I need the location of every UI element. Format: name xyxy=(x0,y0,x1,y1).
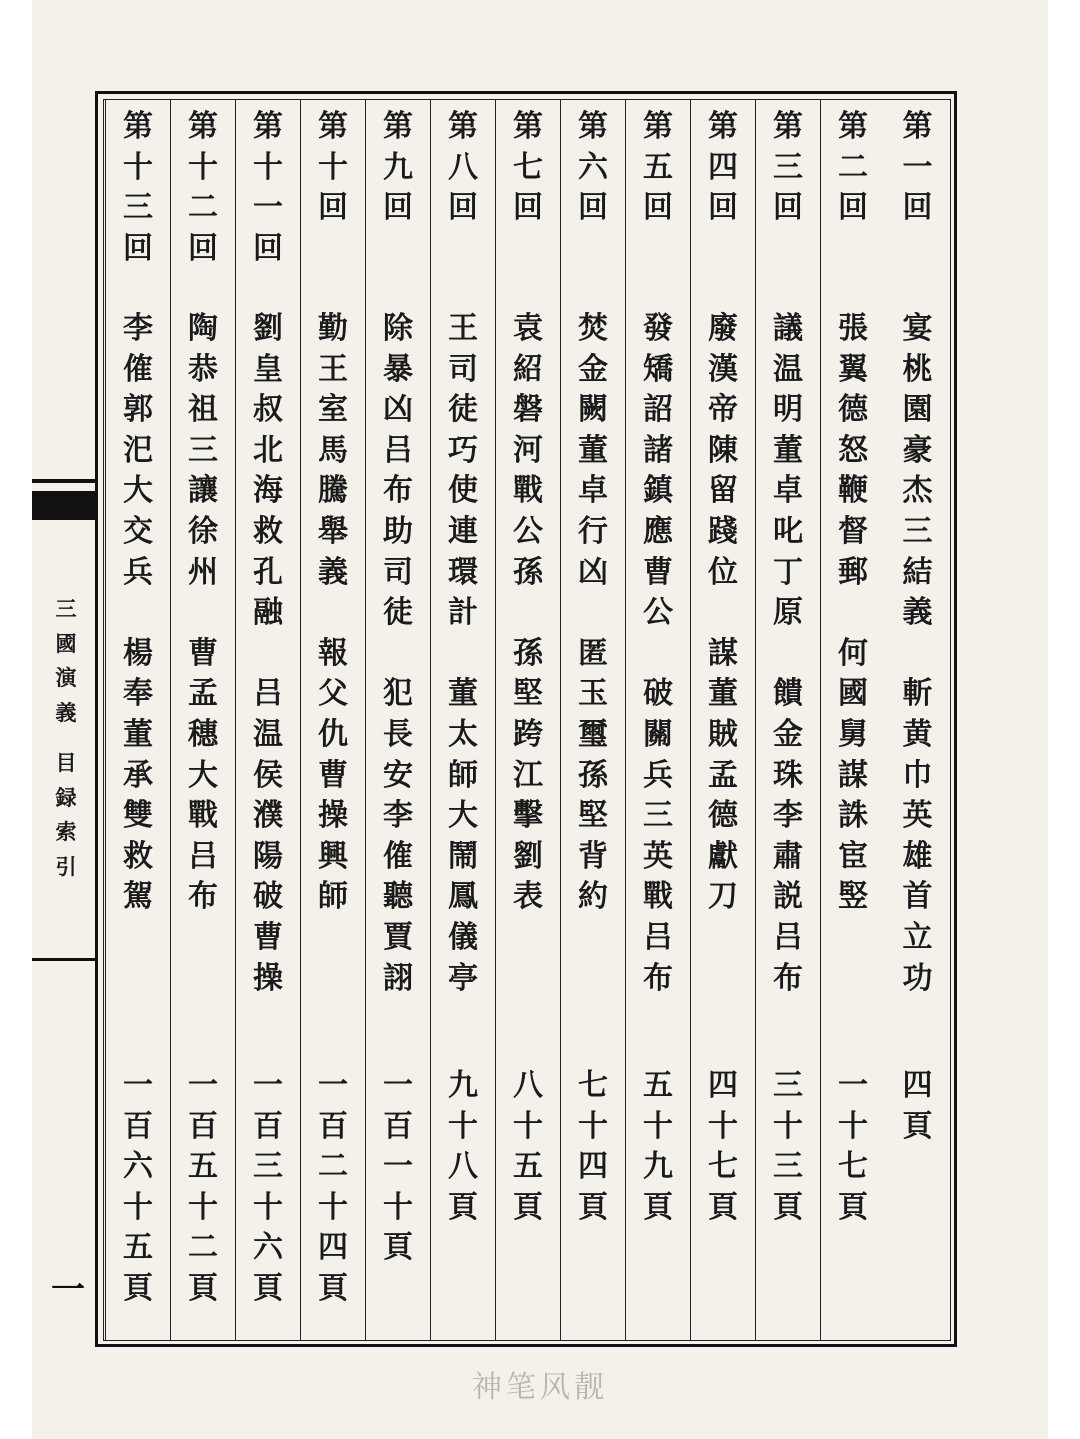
chapter-page: 三 十 三 頁 xyxy=(773,1068,803,1225)
chapter-title-second: 孫 堅 跨 江 擊 劉 表 xyxy=(513,635,543,915)
page-number: 一 xyxy=(51,1270,85,1310)
chapter-number: 第 四 回 xyxy=(708,109,738,226)
chapter-title xyxy=(366,309,430,999)
chapter-title xyxy=(496,309,560,918)
watermark: 神笔风靓 xyxy=(472,1370,608,1405)
section-title: 目 録 索 引 xyxy=(55,750,77,879)
toc-row xyxy=(625,100,690,1340)
chapter-title-first: 陶 恭 祖 三 讓 徐 州 xyxy=(188,311,218,590)
chapter-title-second: 匿 玉 璽 孫 堅 背 約 xyxy=(578,635,608,915)
chapter-number: 第 十 三 回 xyxy=(123,109,153,266)
chapter-page: 一 十 七 頁 xyxy=(838,1068,868,1225)
margin-rule xyxy=(32,958,95,961)
chapter-title-second: 報 父 仇 曹 操 興 師 xyxy=(318,635,348,915)
chapter-title xyxy=(431,309,495,999)
chapter-page: 四 頁 xyxy=(902,1068,933,1144)
chapter-page: 七 十 四 頁 xyxy=(578,1068,608,1225)
toc-row xyxy=(105,100,170,1340)
chapter-page: 九 十 八 頁 xyxy=(448,1068,478,1225)
chapter-title xyxy=(171,309,235,918)
toc-row xyxy=(885,100,950,1340)
chapter-title xyxy=(561,309,625,918)
chapter-page: 一 百 二 十 四 頁 xyxy=(318,1068,348,1306)
chapter-title-first: 除 暴 凶 吕 布 助 司 徒 xyxy=(383,311,413,631)
chapter-title-first: 勤 王 室 馬 騰 舉 義 xyxy=(318,311,348,590)
chapter-title-first: 議 温 明 董 卓 叱 丁 原 xyxy=(773,311,803,631)
chapter-number: 第 五 回 xyxy=(643,109,673,226)
chapter-title-second: 吕 温 侯 濮 陽 破 曹 操 xyxy=(253,676,283,996)
toc-row xyxy=(430,100,495,1340)
chapter-number: 第 九 回 xyxy=(383,109,413,226)
chapter-number: 第 七 回 xyxy=(513,109,543,226)
toc-row xyxy=(690,100,755,1340)
toc-row xyxy=(560,100,625,1340)
chapter-page: 八 十 五 頁 xyxy=(513,1068,543,1225)
chapter-title-first: 李 傕 郭 汜 大 交 兵 xyxy=(123,311,153,590)
chapter-title-second: 破 關 兵 三 英 戰 吕 布 xyxy=(643,676,673,996)
book-title: 三 國 演 義 xyxy=(55,596,77,725)
chapter-page: 四 十 七 頁 xyxy=(708,1068,738,1225)
chapter-title-second: 楊 奉 董 承 雙 救 駕 xyxy=(123,635,153,915)
chapter-page: 一 百 一 十 頁 xyxy=(383,1068,413,1266)
chapter-title xyxy=(301,309,365,918)
chapter-number: 第 十 二 回 xyxy=(188,109,218,266)
chapter-title xyxy=(626,309,690,999)
margin-bar-highlight xyxy=(32,483,95,491)
chapter-title-second: 董 太 師 大 鬧 鳳 儀 亭 xyxy=(448,676,478,996)
chapter-title-first: 劉 皇 叔 北 海 救 孔 融 xyxy=(253,311,283,631)
chapter-page: 五 十 九 頁 xyxy=(643,1068,673,1225)
toc-row xyxy=(755,100,820,1340)
chapter-number: 第 十 回 xyxy=(318,109,348,226)
chapter-title-first: 發 矯 詔 諸 鎮 應 曹 公 xyxy=(643,311,673,631)
spine-label xyxy=(44,592,88,884)
chapter-number: 第 十 一 回 xyxy=(253,109,283,266)
margin-bar-wedge xyxy=(32,505,95,520)
toc-row xyxy=(495,100,560,1340)
toc-row xyxy=(820,100,885,1340)
chapter-title xyxy=(756,309,820,999)
chapter-number: 第 六 回 xyxy=(578,109,608,226)
chapter-title-second: 何 國 舅 謀 誅 宦 竪 xyxy=(838,635,868,915)
chapter-title-first: 袁 紹 磐 河 戰 公 孫 xyxy=(513,311,543,590)
chapter-number: 第 八 回 xyxy=(448,109,478,226)
chapter-number: 第 二 回 xyxy=(838,109,868,226)
chapter-title-first: 宴 桃 園 豪 杰 三 結 義 xyxy=(902,311,933,631)
chapter-title xyxy=(821,309,885,918)
chapter-title-second: 犯 長 安 李 傕 聽 賈 詡 xyxy=(383,676,413,996)
toc-row xyxy=(170,100,235,1340)
chapter-title-first: 焚 金 闕 董 卓 行 凶 xyxy=(578,311,608,590)
chapter-title-first: 張 翼 德 怒 鞭 督 郵 xyxy=(838,311,868,590)
chapter-title-first: 廢 漢 帝 陳 留 踐 位 xyxy=(708,311,738,590)
chapter-title-second: 斬 黄 巾 英 雄 首 立 功 xyxy=(902,676,933,996)
chapter-page: 一 百 六 十 五 頁 xyxy=(123,1068,153,1306)
chapter-page: 一 百 五 十 二 頁 xyxy=(188,1068,218,1306)
chapter-title-second: 謀 董 賊 孟 德 獻 刀 xyxy=(708,635,738,915)
toc-row xyxy=(300,100,365,1340)
chapter-number: 第 一 回 xyxy=(902,109,933,226)
chapter-page: 一 百 三 十 六 頁 xyxy=(253,1068,283,1306)
chapter-title-second: 曹 孟 穗 大 戰 吕 布 xyxy=(188,635,218,915)
chapter-title-second: 饋 金 珠 李 肅 説 吕 布 xyxy=(773,676,803,996)
chapter-title xyxy=(691,309,755,918)
chapter-title xyxy=(885,309,950,999)
chapter-number: 第 三 回 xyxy=(773,109,803,226)
chapter-title xyxy=(236,309,300,999)
toc-row xyxy=(235,100,300,1340)
toc-row xyxy=(365,100,430,1340)
chapter-title-first: 王 司 徒 巧 使 連 環 計 xyxy=(448,311,478,631)
chapter-title xyxy=(106,309,170,918)
